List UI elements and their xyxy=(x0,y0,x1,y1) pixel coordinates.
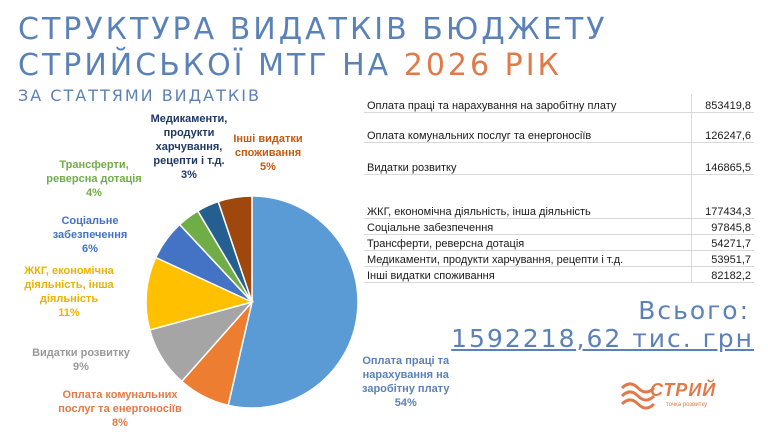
slice-label xyxy=(40,214,140,256)
table-cell-value: 53951,7 xyxy=(692,250,755,266)
slice-label xyxy=(40,158,148,200)
table-row xyxy=(364,250,754,266)
table-row xyxy=(364,142,754,174)
table-cell-label: Видатки розвитку xyxy=(364,142,692,174)
total-value: 1592218,62 тис. грн xyxy=(451,324,754,353)
slice-label xyxy=(362,354,449,410)
slice-label-line: Соціальне xyxy=(61,215,119,227)
table-row xyxy=(364,112,754,142)
logo-subtext: точка розвитку xyxy=(666,402,708,408)
table-cell-value: 97845,8 xyxy=(692,218,755,234)
slice-percent: 4% xyxy=(86,187,102,199)
table-row xyxy=(364,218,754,234)
table-cell-label: ЖКГ, економічна діяльність, інша діяльність xyxy=(364,174,692,218)
table-cell-value: 177434,3 xyxy=(692,174,755,218)
slice-percent: 54% xyxy=(394,397,417,409)
budget-table xyxy=(364,94,754,283)
slice-label xyxy=(16,346,146,374)
slice-label-line: рецепти і т.д. xyxy=(153,155,225,167)
slice-label-line: Видатки розвитку xyxy=(32,347,130,359)
slice-label-line: Оплата праці та xyxy=(362,355,450,367)
table-cell-value: 54271,7 xyxy=(692,234,755,250)
slice-label-line: послуг та енергоносіїв xyxy=(58,403,182,415)
page-title-line1: СТРУКТУРА ВИДАТКІВ БЮДЖЕТУ xyxy=(18,12,608,47)
table-cell-value: 146865,5 xyxy=(692,142,755,174)
table-cell-label: Оплата комунальних послуг та енергоносіїв xyxy=(364,112,692,142)
table-row xyxy=(364,94,754,112)
table-cell-label: Трансферти, реверсна дотація xyxy=(364,234,692,250)
slice-label-line: споживання xyxy=(234,147,302,159)
slice-label-line: продукти xyxy=(163,127,215,139)
slice-label-line: Інші видатки xyxy=(233,133,303,145)
slice-label xyxy=(220,132,316,174)
table-cell-value: 126247,6 xyxy=(692,112,755,142)
page-subtitle: ЗА СТАТТЯМИ ВИДАТКІВ xyxy=(18,86,261,105)
slice-label-line: ЖКГ, економічна xyxy=(24,265,114,277)
slice-label-line: діяльність xyxy=(39,293,99,305)
slice-percent: 3% xyxy=(181,169,197,181)
slice-percent: 9% xyxy=(73,361,89,373)
table-row xyxy=(364,174,754,218)
slice-label-line: Оплата комунальних xyxy=(62,389,178,401)
table-cell-label: Оплата праці та нарахування на заробітну плату xyxy=(364,94,692,112)
table-cell-value: 82182,2 xyxy=(692,266,755,282)
slice-percent: 11% xyxy=(58,307,80,319)
slice-label-line: харчування, xyxy=(155,141,223,153)
page-title-line2-text: СТРИЙСЬКОЇ МТГ НА xyxy=(18,48,404,83)
slice-label-line: заробітну плату xyxy=(362,383,450,395)
slice-label-line: Трансферти, xyxy=(59,159,129,171)
slice-label-line: діяльність, інша xyxy=(24,279,114,291)
slice-percent: 8% xyxy=(112,417,128,429)
slice-label-line: нарахування на xyxy=(362,369,449,381)
total-label: Всього: xyxy=(638,296,750,325)
slice-label xyxy=(10,264,128,320)
slice-percent: 6% xyxy=(82,243,98,255)
logo-text: СТРИЙ xyxy=(650,380,717,400)
slice-label xyxy=(40,388,200,430)
table-cell-label: Соціальне забезпечення xyxy=(364,218,692,234)
page-title-year: 2026 РІК xyxy=(403,48,562,83)
table-cell-label: Медикаменти, продукти харчування, рецепти і т.д. xyxy=(364,250,692,266)
table-cell-label: Інші видатки споживання xyxy=(364,266,692,282)
slice-label-line: забезпечення xyxy=(52,229,128,241)
slice-percent: 5% xyxy=(260,161,276,173)
table-row xyxy=(364,266,754,282)
table-cell-value: 853419,8 xyxy=(692,94,755,112)
slice-label-line: Медикаменти, xyxy=(150,113,228,125)
table-row xyxy=(364,234,754,250)
slice-label-line: реверсна дотація xyxy=(46,173,142,185)
